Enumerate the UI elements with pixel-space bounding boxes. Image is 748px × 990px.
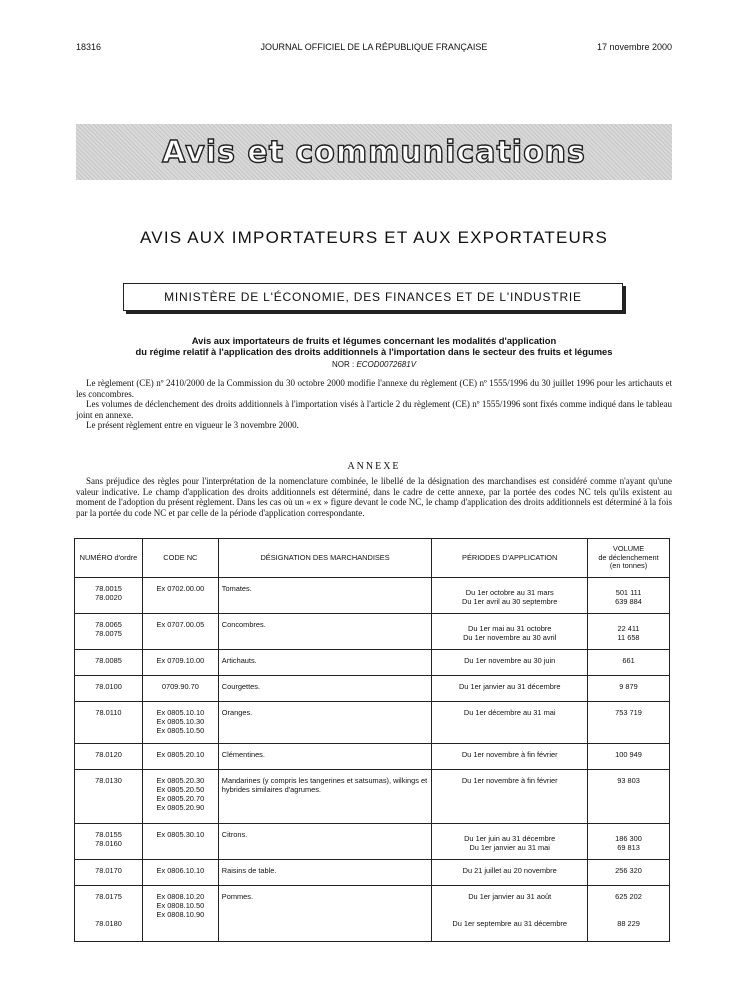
cell-code	[142, 676, 218, 702]
nc-code: Ex 0808.10.90	[156, 910, 205, 919]
cell-volume	[588, 744, 670, 770]
table-row	[75, 650, 670, 676]
application-period: Du 21 juillet au 20 novembre	[462, 866, 557, 875]
nor-code: ECOD0072681V	[356, 360, 417, 369]
notice-title	[80, 335, 668, 357]
application-period: Du 1er mai au 31 octobre	[467, 624, 552, 633]
table-row	[75, 614, 670, 650]
cell-numero-content	[78, 702, 139, 717]
table-row	[75, 860, 670, 886]
cell-designation	[218, 578, 432, 614]
trigger-volume: 661	[622, 656, 635, 665]
notice-body	[76, 378, 672, 431]
cell-numero-content	[78, 860, 139, 875]
issue-date: 17 novembre 2000	[596, 42, 672, 52]
cell-designation-content	[222, 824, 429, 839]
cell-periode-content	[435, 770, 584, 785]
header-designation: DÉSIGNATION DES MARCHANDISES	[218, 539, 432, 578]
cell-periode	[432, 886, 588, 942]
designation: Mandarines (y compris les tangerines et satsumas), wilkings et hybrides similaires d'agrumes.	[221, 776, 428, 794]
notice-paragraph-1: Le règlement (CE) nº 2410/2000 de la Commission du 30 octobre 2000 modifie l'annexe du règlement (CE) nº 1555/1996 du 30 juillet 1996 pour les artichauts et les concombres.	[76, 378, 672, 399]
nc-code: Ex 0805.30.10	[156, 830, 205, 839]
order-number: 78.0085	[95, 656, 122, 665]
trigger-volume: 501 111	[615, 588, 642, 597]
nc-code: Ex 0805.20.90	[156, 803, 205, 812]
table-row	[75, 824, 670, 860]
nc-code: Ex 0806.10.10	[156, 866, 205, 875]
nc-code: Ex 0808.10.20	[156, 892, 205, 901]
cell-designation-content	[222, 770, 429, 794]
cell-volume-content	[591, 824, 666, 852]
trigger-volume: 22 411	[617, 624, 640, 633]
cell-numero-content	[78, 614, 139, 638]
cell-code	[142, 578, 218, 614]
designation: Oranges.	[221, 708, 253, 717]
annex-title: ANNEXE	[347, 461, 401, 472]
order-number: 78.0130	[95, 776, 122, 785]
cell-periode-content	[435, 886, 584, 928]
cell-periode-content	[435, 702, 584, 717]
application-period: Du 1er novembre au 30 avril	[463, 633, 557, 642]
cell-designation	[218, 860, 432, 886]
cell-volume-content	[591, 886, 666, 928]
nc-code: Ex 0805.20.70	[156, 794, 205, 803]
annex-intro-text: Sans préjudice des règles pour l'interprétation de la nomenclature combinée, le libellé de la désignation des marchandises est considéré comme n'ayant qu'une valeur indicative. Le champ d'application des droits additionnels est déterminé, dans le cadre de cette annexe, par la portée des codes NC tels qu'ils existent au moment de l'adoption du présent règlement. Dans les cas où un « ex » figure devant le code NC, le champ d'application des droits additionnels est déterminé à la fois par la portée du code NC et par celle de la période d'application correspondante.	[76, 476, 672, 518]
cell-volume-content	[591, 614, 666, 642]
cell-numero-content	[78, 676, 139, 691]
cell-numero	[75, 676, 143, 702]
cell-code	[142, 744, 218, 770]
cell-periode	[432, 702, 588, 744]
cell-code-content	[146, 676, 215, 691]
cell-volume	[588, 824, 670, 860]
nc-code: Ex 0702.00.00	[156, 584, 205, 593]
cell-numero	[75, 578, 143, 614]
section-title: AVIS AUX IMPORTATEURS ET AUX EXPORTATEURS	[140, 228, 608, 247]
trigger-volume: 69 813	[617, 843, 640, 852]
cell-periode-content	[435, 650, 584, 665]
cell-designation-content	[222, 860, 429, 875]
order-number: 78.0075	[95, 629, 122, 638]
application-period: Du 1er décembre au 31 mai	[463, 708, 556, 717]
notice-paragraph-3: Le présent règlement entre en vigueur le 3 novembre 2000.	[86, 420, 299, 430]
cell-periode	[432, 770, 588, 824]
table-row	[75, 744, 670, 770]
cell-periode	[432, 578, 588, 614]
cell-volume	[588, 770, 670, 824]
page-number: 18316	[76, 42, 102, 52]
cell-designation-content	[222, 614, 429, 629]
order-number: 78.0015	[95, 584, 122, 593]
cell-code	[142, 650, 218, 676]
nc-code: Ex 0805.20.10	[156, 750, 205, 759]
cell-numero	[75, 860, 143, 886]
nor-reference	[0, 360, 748, 369]
trigger-volume: 753 719	[615, 708, 642, 717]
order-number: 78.0065	[95, 620, 122, 629]
cell-numero-content	[78, 824, 139, 848]
table-header-row	[75, 539, 670, 578]
cell-volume	[588, 676, 670, 702]
cell-designation	[218, 650, 432, 676]
cell-numero	[75, 702, 143, 744]
nc-code: Ex 0808.10.50	[156, 901, 205, 910]
cell-code-content	[146, 886, 215, 919]
designation: Concombres.	[221, 620, 266, 629]
cell-volume-content	[591, 702, 666, 717]
cell-periode-content	[435, 744, 584, 759]
cell-volume-content	[591, 650, 666, 665]
cell-code	[142, 824, 218, 860]
nc-code: Ex 0709.10.00	[156, 656, 205, 665]
cell-periode-content	[435, 614, 584, 642]
table-row	[75, 770, 670, 824]
application-period: Du 1er septembre au 31 décembre	[452, 919, 567, 928]
order-number: 78.0180	[95, 919, 122, 928]
designation: Artichauts.	[221, 656, 257, 665]
cell-code	[142, 702, 218, 744]
cell-periode	[432, 824, 588, 860]
cell-numero-content	[78, 744, 139, 759]
cell-designation	[218, 886, 432, 942]
header-periodes: PÉRIODES D'APPLICATION	[432, 539, 588, 578]
cell-designation-content	[222, 676, 429, 691]
trigger-volume: 100 949	[615, 750, 642, 759]
cell-designation	[218, 614, 432, 650]
cell-designation-content	[222, 886, 429, 901]
application-period: Du 1er janvier au 31 août	[468, 892, 552, 901]
order-number: 78.0020	[95, 593, 122, 602]
cell-code-content	[146, 614, 215, 629]
cell-numero-content	[78, 770, 139, 785]
cell-volume-content	[591, 578, 666, 606]
ministry-box	[123, 283, 623, 311]
cell-volume	[588, 614, 670, 650]
cell-designation	[218, 824, 432, 860]
table-row	[75, 578, 670, 614]
cell-volume-content	[591, 676, 666, 691]
cell-numero-content	[78, 578, 139, 602]
trigger-volume-table	[74, 538, 670, 942]
cell-periode-content	[435, 578, 584, 606]
cell-code-content	[146, 702, 215, 735]
nc-code: Ex 0805.10.30	[156, 717, 205, 726]
order-number: 78.0100	[95, 682, 122, 691]
cell-volume	[588, 886, 670, 942]
cell-code-content	[146, 770, 215, 812]
nc-code: Ex 0805.20.30	[156, 776, 205, 785]
application-period: Du 1er novembre au 30 juin	[464, 656, 556, 665]
application-period: Du 1er janvier au 31 décembre	[458, 682, 561, 691]
cell-volume	[588, 650, 670, 676]
header-volume-line-2: de déclenchement	[598, 552, 659, 562]
cell-volume	[588, 702, 670, 744]
table-row	[75, 886, 670, 942]
header-numero: NUMÉRO d'ordre	[75, 539, 143, 578]
cell-designation-content	[222, 578, 429, 593]
designation: Clémentines.	[221, 750, 265, 759]
section-banner	[76, 124, 672, 180]
cell-volume-content	[591, 744, 666, 759]
cell-volume-content	[591, 860, 666, 875]
cell-periode-content	[435, 824, 584, 852]
nc-code: 0709.90.70	[161, 682, 199, 691]
cell-designation	[218, 770, 432, 824]
cell-periode	[432, 676, 588, 702]
cell-volume	[588, 578, 670, 614]
header-volume-line-3: (en tonnes)	[609, 561, 648, 571]
trigger-volume: 625 202	[615, 892, 642, 901]
header-code: CODE NC	[142, 539, 218, 578]
trigger-volume: 9 879	[619, 682, 638, 691]
cell-designation-content	[222, 650, 429, 665]
notice-paragraph-2: Les volumes de déclenchement des droits additionnels à l'importation visés à l'article 2 du règlement (CE) nº 1555/1996 sont fixés comme indiqué dans le tableau joint en annexe.	[76, 399, 672, 420]
cell-code-content	[146, 744, 215, 759]
cell-numero	[75, 824, 143, 860]
annex-intro	[76, 476, 672, 518]
cell-code-content	[146, 860, 215, 875]
designation: Pommes.	[221, 892, 254, 901]
notice-title-line-1: Avis aux importateurs de fruits et légumes concernant les modalités d'application	[191, 335, 557, 346]
cell-volume-content	[591, 770, 666, 785]
nc-code: Ex 0805.20.50	[156, 785, 205, 794]
cell-periode	[432, 744, 588, 770]
order-number: 78.0120	[95, 750, 122, 759]
cell-code	[142, 886, 218, 942]
cell-numero	[75, 886, 143, 942]
cell-code	[142, 614, 218, 650]
application-period: Du 1er juin au 31 décembre	[464, 834, 556, 843]
order-number: 78.0155	[95, 830, 122, 839]
trigger-volume: 11 658	[617, 633, 640, 642]
order-number: 78.0160	[95, 839, 122, 848]
designation: Citrons.	[221, 830, 248, 839]
cell-designation-content	[222, 744, 429, 759]
cell-periode	[432, 860, 588, 886]
header-volume-line-1: VOLUME	[612, 544, 645, 554]
order-number: 78.0170	[95, 866, 122, 875]
ministry-name: MINISTÈRE DE L'ÉCONOMIE, DES FINANCES ET DE L'INDUSTRIE	[164, 290, 582, 304]
cell-periode	[432, 614, 588, 650]
cell-numero-content	[78, 650, 139, 665]
cell-numero	[75, 650, 143, 676]
nor-label: NOR :	[331, 360, 355, 369]
cell-code-content	[146, 650, 215, 665]
notice-title-line-2: du régime relatif à l'application des droits additionnels à l'importation dans le secteur des fruits et légumes	[135, 346, 613, 357]
order-number: 78.0175	[95, 892, 122, 901]
nc-code: Ex 0805.10.10	[156, 708, 205, 717]
cell-periode	[432, 650, 588, 676]
application-period: Du 1er novembre à fin février	[461, 776, 558, 785]
cell-designation-content	[222, 702, 429, 717]
header-volume	[588, 539, 670, 578]
cell-code	[142, 770, 218, 824]
trigger-volume: 88 229	[617, 919, 640, 928]
cell-numero	[75, 744, 143, 770]
application-period: Du 1er avril au 30 septembre	[462, 597, 558, 606]
cell-volume	[588, 860, 670, 886]
designation: Raisins de table.	[221, 866, 277, 875]
order-number: 78.0110	[95, 708, 122, 717]
banner-title: Avis et communications	[162, 134, 586, 170]
application-period: Du 1er novembre à fin février	[461, 750, 558, 759]
cell-designation	[218, 744, 432, 770]
designation: Courgettes.	[221, 682, 261, 691]
application-period: Du 1er janvier au 31 mai	[469, 843, 550, 852]
journal-title: JOURNAL OFFICIEL DE LA RÉPUBLIQUE FRANÇAISE	[260, 42, 488, 52]
cell-designation	[218, 702, 432, 744]
table-row	[75, 702, 670, 744]
nc-code: Ex 0707.00.05	[156, 620, 205, 629]
cell-code-content	[146, 824, 215, 839]
trigger-volume: 186 300	[615, 834, 642, 843]
table-body	[75, 578, 670, 942]
trigger-volume: 639 884	[615, 597, 642, 606]
cell-periode-content	[435, 676, 584, 691]
nc-code: Ex 0805.10.50	[156, 726, 205, 735]
trigger-volume: 93 803	[617, 776, 640, 785]
cell-numero-content	[78, 886, 139, 928]
cell-code-content	[146, 578, 215, 593]
application-period: Du 1er octobre au 31 mars	[465, 588, 554, 597]
trigger-volume: 256 320	[615, 866, 642, 875]
cell-numero	[75, 614, 143, 650]
designation: Tomates.	[221, 584, 252, 593]
cell-periode-content	[435, 860, 584, 875]
cell-numero	[75, 770, 143, 824]
cell-code	[142, 860, 218, 886]
cell-designation	[218, 676, 432, 702]
table-row	[75, 676, 670, 702]
